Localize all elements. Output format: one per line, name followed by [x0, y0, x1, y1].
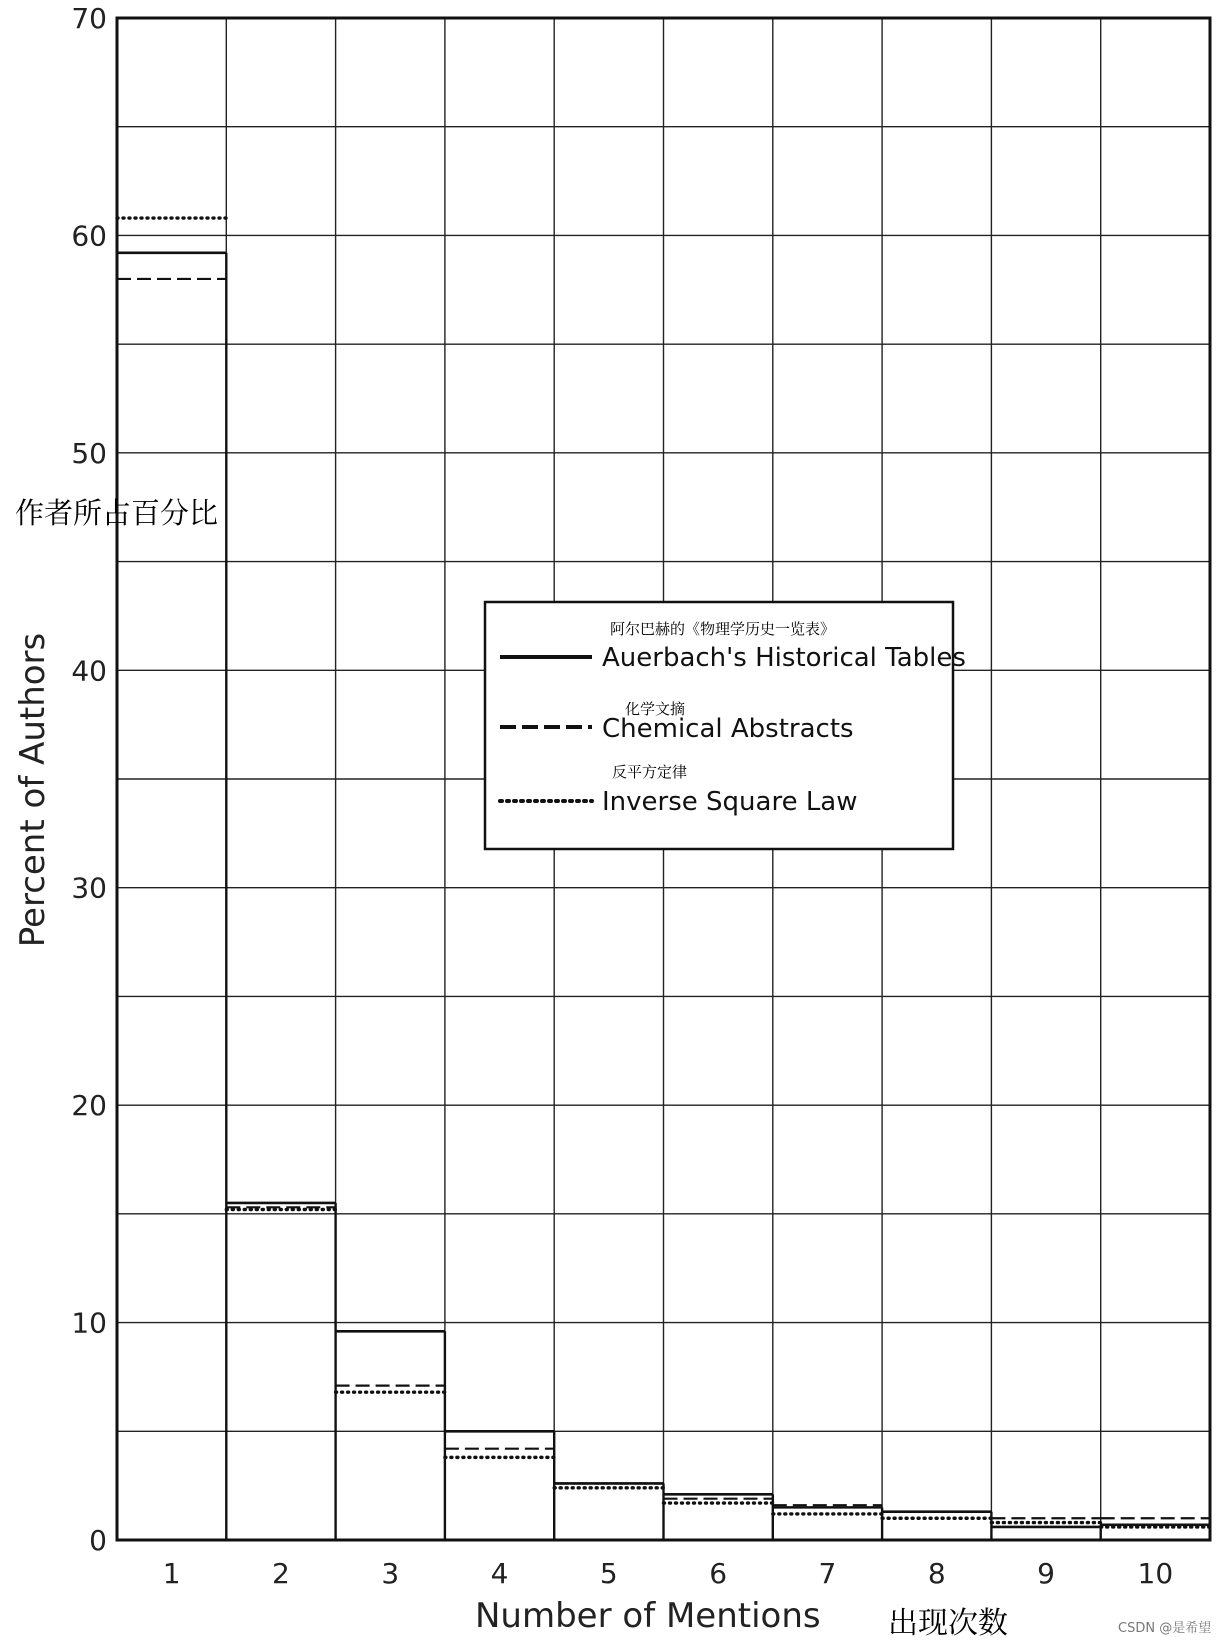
x-tick-label: 2 — [272, 1557, 290, 1590]
bar-dotted-4 — [445, 1457, 554, 1540]
legend-label-cn-auerbach: 阿尔巴赫的《物理学历史一览表》 — [610, 620, 836, 638]
legend-label-cn-chemical: 化学文摘 — [625, 700, 686, 718]
x-tick-label: 5 — [599, 1557, 618, 1590]
x-axis-label: Number of Mentions — [475, 1596, 821, 1636]
y-tick-label: 60 — [71, 219, 107, 253]
legend-label-inverse: Inverse Square Law — [602, 787, 858, 817]
watermark: CSDN @是希望 — [1118, 1621, 1212, 1636]
x-tick-label: 8 — [927, 1557, 946, 1590]
x-axis-label-cn: 出现次数 — [888, 1606, 1008, 1641]
x-tick-label: 10 — [1137, 1557, 1174, 1590]
y-axis-label: Percent of Authors — [13, 632, 53, 948]
bar-dotted-1 — [117, 218, 226, 1540]
bar-dashed-5 — [554, 1483, 663, 1540]
bar-dashed-10 — [1101, 1518, 1210, 1540]
bar-solid-5 — [554, 1483, 663, 1540]
x-tick-label: 1 — [162, 1557, 181, 1590]
bar-dotted-3 — [336, 1392, 445, 1540]
legend-label-auerbach: Auerbach's Historical Tables — [602, 643, 966, 673]
bar-dashed-1 — [117, 279, 226, 1540]
bar-solid-6 — [664, 1494, 773, 1540]
legend — [485, 602, 966, 849]
y-axis-label-cn: 作者所占百分比 — [15, 496, 219, 530]
y-tick-label: 0 — [89, 1524, 107, 1557]
bar-dashed-6 — [664, 1499, 773, 1540]
y-tick-label: 30 — [71, 871, 107, 905]
bar-solid-3 — [336, 1331, 445, 1540]
y-tick-label: 10 — [71, 1306, 107, 1340]
y-tick-label: 40 — [71, 654, 107, 688]
x-tick-label: 6 — [709, 1557, 728, 1590]
bar-dashed-4 — [445, 1449, 554, 1540]
bar-dotted-8 — [882, 1518, 991, 1540]
bar-dotted-5 — [554, 1488, 663, 1540]
y-tick-labels — [71, 2, 107, 1557]
legend-label-chemical: Chemical Abstracts — [602, 714, 854, 744]
legend-label-cn-inverse: 反平方定律 — [612, 763, 688, 781]
bar-dotted-7 — [773, 1514, 882, 1540]
x-tick-label: 9 — [1037, 1557, 1055, 1590]
y-tick-label: 70 — [71, 2, 107, 35]
bar-dotted-6 — [664, 1503, 773, 1540]
y-tick-label: 20 — [71, 1089, 107, 1123]
x-tick-labels — [163, 1557, 1173, 1590]
x-tick-label: 4 — [490, 1557, 509, 1590]
bar-solid-2 — [226, 1203, 335, 1540]
y-tick-label: 50 — [71, 436, 107, 470]
bar-solid-8 — [882, 1512, 991, 1540]
bar-dotted-9 — [991, 1523, 1100, 1540]
bar-dashed-7 — [773, 1505, 882, 1540]
bar-dashed-2 — [226, 1207, 335, 1540]
bar-dotted-10 — [1101, 1527, 1210, 1540]
bar-dashed-3 — [336, 1386, 445, 1540]
x-tick-label: 3 — [381, 1557, 400, 1590]
bar-solid-9 — [991, 1527, 1100, 1540]
bar-dotted-2 — [226, 1210, 335, 1540]
bar-solid-1 — [117, 253, 226, 1540]
x-tick-label: 7 — [818, 1557, 837, 1590]
bar-dashed-8 — [882, 1512, 991, 1540]
